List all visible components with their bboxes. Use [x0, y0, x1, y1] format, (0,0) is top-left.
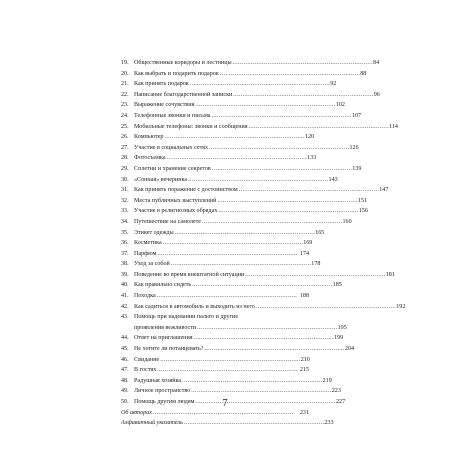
- toc-entry: [121, 312, 309, 323]
- toc-entry-title: Уход за собой: [134, 261, 170, 268]
- toc-entry-title: Этикет одежды: [134, 229, 174, 236]
- toc-entry: [121, 238, 313, 249]
- dot-leader: [171, 259, 310, 270]
- toc-entry-title: Как принять подарок: [134, 81, 189, 88]
- dot-leader: [256, 302, 395, 313]
- toc-entry: [121, 79, 337, 90]
- toc-entry-page: 143: [328, 176, 338, 183]
- toc-entry-page: 139: [352, 165, 362, 172]
- toc-entry-title: Парфюм: [134, 250, 157, 257]
- dot-leader: [217, 196, 356, 207]
- dot-leader: [233, 58, 372, 69]
- toc-entry: [121, 164, 362, 175]
- toc-entry-page: 174: [299, 250, 309, 257]
- toc-entry: [121, 376, 332, 387]
- toc-entry: [121, 418, 334, 429]
- toc-entry: [121, 69, 367, 80]
- toc-entry-title: Свидание: [134, 356, 160, 363]
- toc-entry-title: Как выбрать и подарить подарок: [134, 70, 219, 77]
- toc-entry-page: 147: [379, 187, 389, 194]
- dot-leader: [220, 69, 359, 80]
- toc-entry: [121, 185, 389, 196]
- toc-entry-page: 219: [322, 377, 332, 384]
- toc-entry-page: 178: [311, 261, 321, 268]
- toc-entry-number: 27.: [121, 144, 129, 151]
- toc-entry: [121, 249, 309, 260]
- dot-leader: [211, 111, 350, 122]
- toc-entry-number: 37.: [121, 250, 129, 257]
- toc-entry-title: Как принять поражение с достоинством: [134, 187, 238, 194]
- toc-entry: [121, 259, 321, 270]
- toc-entry-page: 185: [332, 282, 342, 289]
- toc-entry-page: 181: [385, 271, 395, 278]
- toc-entry-number: 25.: [121, 123, 129, 130]
- toc-entry: [121, 408, 309, 419]
- toc-entry: [121, 132, 315, 143]
- toc-entry-page: 233: [324, 420, 334, 427]
- toc-entry-number: 23.: [121, 102, 129, 109]
- toc-entry: [121, 386, 341, 397]
- toc-entry-page: 96: [373, 91, 380, 98]
- toc-entry-page: 151: [357, 197, 368, 204]
- toc-entry-page: 84: [373, 60, 380, 66]
- toc-entry-continuation: [121, 323, 347, 334]
- dot-leader: [249, 122, 388, 133]
- toc-entry-number: 22.: [121, 91, 129, 98]
- toc-entry: [121, 365, 309, 376]
- dot-leader: [197, 323, 336, 334]
- toc-entry-number: 49.: [121, 388, 129, 395]
- toc-entry: [121, 153, 317, 164]
- table-of-contents: [121, 58, 406, 429]
- toc-entry-page: 192: [396, 303, 406, 310]
- toc-entry-number: 33.: [121, 208, 129, 215]
- toc-entry-page: 114: [389, 123, 398, 130]
- toc-entry: [121, 344, 355, 355]
- toc-entry-title: Фотосъемка: [134, 155, 166, 162]
- dot-leader: [182, 376, 321, 387]
- dot-leader: [188, 175, 327, 186]
- toc-entry-page: 199: [333, 335, 344, 342]
- toc-entry-page: 223: [331, 388, 341, 395]
- toc-entry-page: 231: [299, 409, 309, 416]
- toc-entry-number: 42.: [121, 303, 129, 310]
- toc-entry-title: Как правильно сидеть: [134, 282, 192, 289]
- toc-entry-title-line2: проявления вежливости: [134, 324, 197, 331]
- toc-entry-title: Участие в религиозных обрядах: [134, 208, 218, 215]
- toc-entry-number: 31.: [121, 187, 129, 194]
- toc-entry-page: 120: [304, 134, 315, 141]
- dot-leader: [190, 79, 329, 90]
- toc-entry-number: 24.: [121, 112, 129, 119]
- dot-leader: [160, 355, 299, 366]
- toc-entry: [121, 280, 342, 291]
- toc-entry-number: 43.: [121, 314, 129, 321]
- toc-entry: [121, 122, 398, 133]
- toc-entry-number: 41.: [121, 293, 129, 300]
- toc-entry-page: 210: [300, 356, 310, 363]
- dot-leader: [192, 280, 331, 291]
- toc-entry-title: Как садиться в автомобиль и выходить из него: [134, 303, 255, 310]
- toc-entry: [121, 228, 325, 239]
- toc-entry-page: 169: [303, 240, 313, 247]
- dot-leader: [202, 217, 341, 228]
- toc-entry-number: 38.: [121, 261, 129, 268]
- toc-entry: [121, 58, 380, 69]
- toc-entry-title: Алфавитный указатель: [121, 420, 183, 427]
- toc-entry-number: 28.: [121, 155, 129, 162]
- toc-entry-title: Походка: [134, 293, 156, 300]
- dot-leader: [153, 408, 299, 419]
- toc-entry-title: «Сонная» вечеринка: [134, 176, 188, 183]
- dot-leader: [157, 249, 298, 260]
- toc-entry-number: 50.: [121, 399, 129, 405]
- toc-entry-title: Написание благодарственной записки: [134, 91, 233, 98]
- toc-entry: [121, 111, 362, 122]
- toc-entry-number: 47.: [121, 367, 129, 374]
- toc-entry: [121, 302, 406, 313]
- toc-entry-title: Поведение во время внештатной ситуации: [134, 271, 245, 278]
- toc-entry-title: Общественные коридоры и лестницы: [134, 60, 232, 66]
- toc-entry-page: 160: [342, 218, 352, 225]
- toc-entry-title: Косметика: [134, 240, 162, 247]
- toc-entry-number: 19.: [121, 60, 129, 66]
- toc-entry-number: 48.: [121, 377, 129, 384]
- dot-leader: [239, 185, 378, 196]
- toc-entry-title: Компьютер: [134, 134, 164, 141]
- toc-entry: [121, 206, 368, 217]
- dot-leader: [184, 418, 323, 429]
- toc-entry-page: 156: [358, 208, 368, 215]
- dot-leader: [218, 206, 357, 217]
- dot-leader: [175, 228, 314, 239]
- toc-entry-page: 126: [349, 144, 359, 151]
- toc-entry-number: 26.: [121, 134, 129, 141]
- toc-entry-title: Помощь другим людям: [134, 399, 195, 405]
- dot-leader: [209, 143, 348, 154]
- toc-entry-number: 40.: [121, 282, 129, 289]
- toc-entry-page: 102: [335, 102, 345, 109]
- toc-entry-page: 165: [315, 229, 325, 236]
- toc-entry-number: 39.: [121, 271, 129, 278]
- toc-entry-number: 36.: [121, 240, 129, 247]
- page-number: 7: [222, 398, 228, 409]
- dot-leader: [157, 291, 299, 302]
- toc-entry-number: 46.: [121, 356, 129, 363]
- toc-entry: [121, 175, 338, 186]
- toc-entry-title: Участие в социальных сетях: [134, 144, 209, 151]
- dot-leader: [157, 365, 299, 376]
- toc-entry-page: 195: [337, 324, 347, 331]
- toc-entry-number: 34.: [121, 218, 129, 225]
- toc-entry-page: 215: [299, 367, 309, 374]
- toc-entry-number: 20.: [121, 70, 129, 77]
- toc-entry-title: Мобильные телефоны: звонки и сообщения: [134, 123, 248, 130]
- dot-leader: [164, 132, 303, 143]
- dot-leader: [194, 333, 333, 344]
- toc-entry-page: 92: [330, 81, 337, 88]
- toc-entry: [121, 270, 395, 281]
- toc-entry-title: Телефонные звонки и письма: [134, 112, 211, 119]
- dot-leader: [167, 153, 306, 164]
- toc-entry: [121, 90, 380, 101]
- toc-entry-title: Радушная хозяйка: [134, 377, 182, 384]
- toc-entry-number: 44.: [121, 335, 129, 342]
- toc-entry: [121, 333, 344, 344]
- toc-entry-title: Сплетни и хранение секретов: [134, 165, 211, 172]
- toc-entry-page: 204: [344, 346, 355, 353]
- toc-entry-number: 30.: [121, 176, 129, 183]
- toc-entry-number: 32.: [121, 197, 129, 204]
- toc-entry: [121, 291, 309, 302]
- toc-entry: [121, 355, 309, 366]
- dot-leader: [195, 100, 334, 111]
- toc-entry-title: Места публичных выступлений: [134, 197, 217, 204]
- toc-entry-page: 88: [360, 70, 367, 77]
- toc-entry: [121, 143, 359, 154]
- toc-entry-page: 107: [351, 112, 362, 119]
- dot-leader: [233, 90, 372, 101]
- toc-entry-title: Ответ на приглашения: [134, 335, 193, 342]
- toc-entry-title: Путешествие на самолете: [134, 218, 202, 225]
- toc-entry-title: В гостях: [134, 367, 157, 374]
- toc-entry-title: Об авторах: [121, 409, 152, 416]
- toc-entry-title: Личное пространство: [134, 388, 191, 395]
- toc-entry-number: 35.: [121, 229, 129, 236]
- toc-entry: [121, 217, 352, 228]
- toc-entry-number: 21.: [121, 81, 129, 88]
- dot-leader: [212, 164, 351, 175]
- toc-entry-page: 133: [307, 155, 317, 162]
- toc-entry-page: 188: [299, 293, 309, 300]
- toc-entry-page: 227: [335, 399, 346, 405]
- dot-leader: [204, 344, 343, 355]
- dot-leader: [191, 386, 330, 397]
- dot-leader: [245, 270, 384, 281]
- dot-leader: [163, 238, 302, 249]
- toc-entry-title: Помощь при надевании пальто и другие: [134, 314, 239, 321]
- toc-entry-title: Не хотите ли потанцевать?: [134, 346, 204, 353]
- toc-entry: [121, 196, 368, 207]
- toc-entry: [121, 100, 345, 111]
- toc-entry-title: Выражение сочувствия: [134, 102, 195, 109]
- toc-entry-number: 45.: [121, 346, 129, 353]
- toc-entry-number: 29.: [121, 165, 129, 172]
